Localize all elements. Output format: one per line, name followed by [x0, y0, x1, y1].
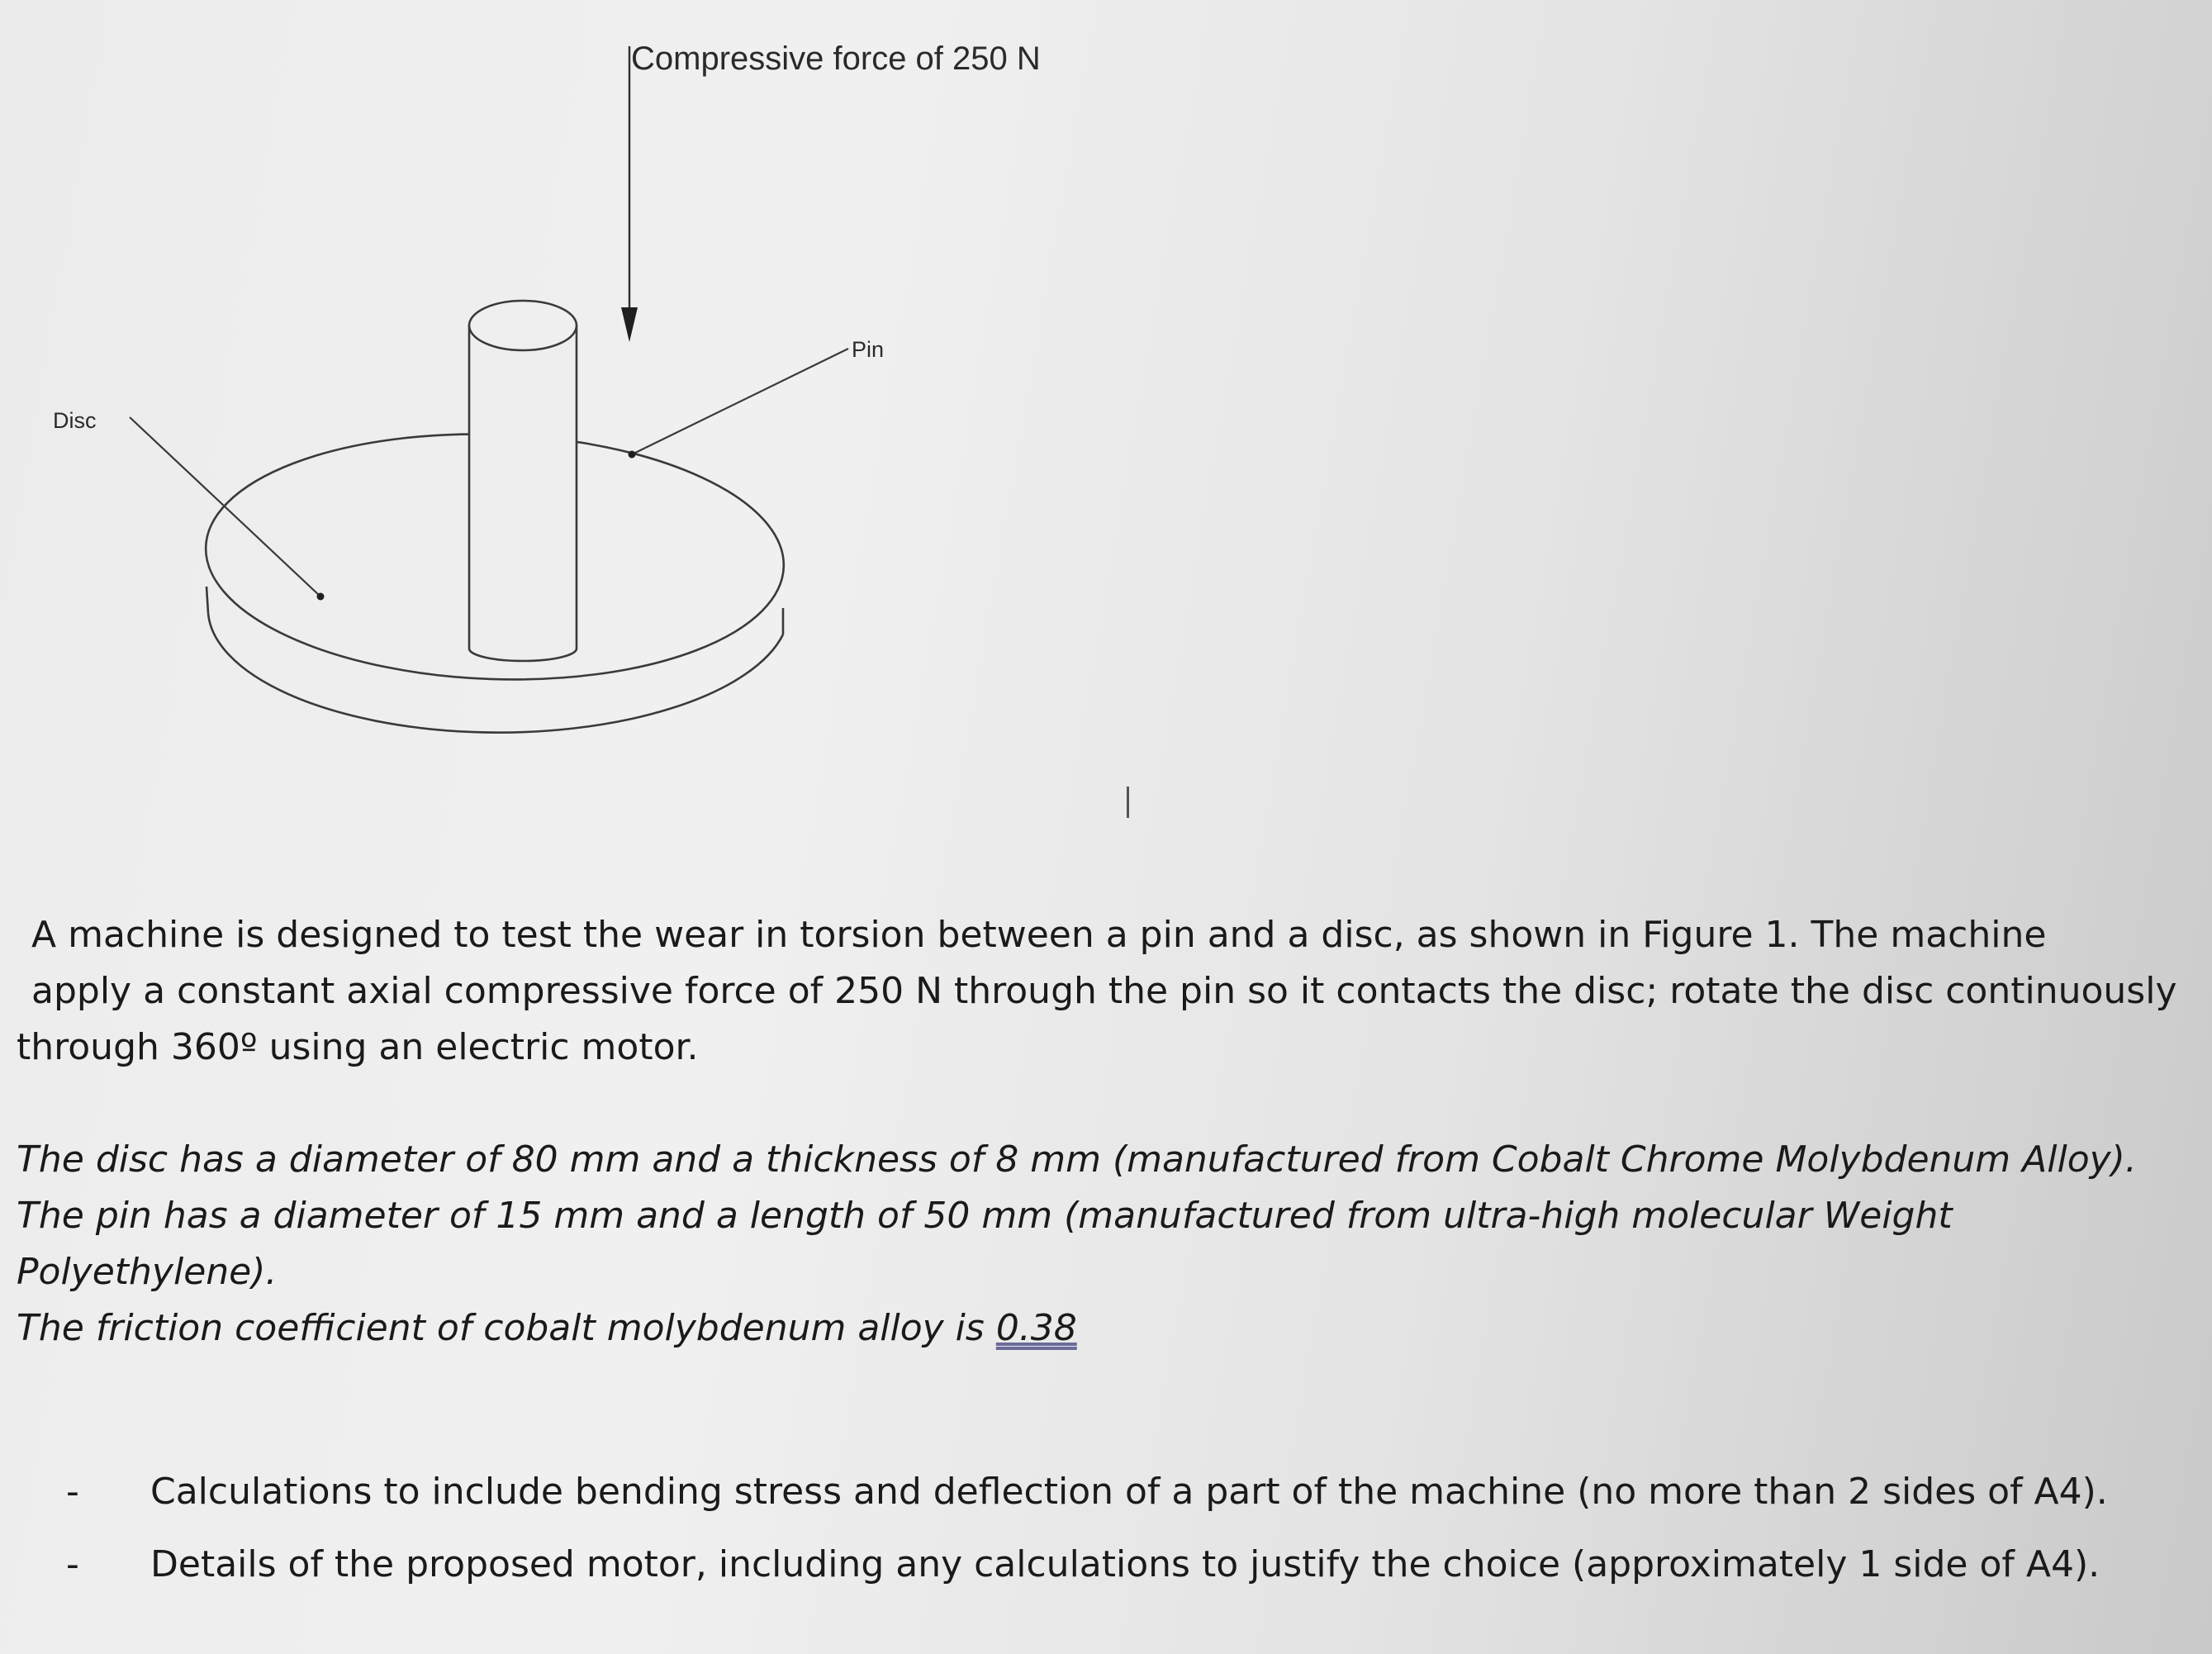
disc-spec-line: The disc has a diameter of 80 mm and a thickness of 8 mm (manufactured from Cobalt Chrome Molybdenum Alloy).: [17, 1138, 2137, 1181]
intro-line-2: apply a constant axial compressive force of 250 N through the pin so it contacts the disc; rotate the disc continuously: [31, 970, 2177, 1012]
requirements-list: [66, 1471, 2181, 1616]
specs-paragraph: [17, 1132, 2181, 1357]
text-cursor: [1127, 787, 1129, 818]
bullet-marker: -: [66, 1543, 79, 1585]
disc-label: Disc: [53, 408, 97, 433]
pin-spec-line-1: The pin has a diameter of 15 mm and a length of 50 mm (manufactured from ultra-high molecular Weight: [17, 1195, 1953, 1237]
pin-on-disc-figure: [0, 0, 1041, 826]
bullet-marker: -: [66, 1471, 79, 1513]
friction-prefix: The friction coefficient of cobalt molybdenum alloy is: [17, 1307, 996, 1349]
friction-line: [17, 1300, 2181, 1357]
pin-drawing: [469, 301, 577, 661]
requirement-text: Calculations to include bending stress and deflection of a part of the machine (no more than 2 sides of A4).: [150, 1471, 2108, 1513]
friction-value: 0.38: [995, 1307, 1077, 1349]
pin-label: Pin: [852, 337, 885, 362]
intro-line-3: through 360º using an electric motor.: [17, 1026, 699, 1068]
pin-spec-line-2: Polyethylene).: [17, 1251, 278, 1293]
pin-leader-dot: [629, 451, 636, 459]
force-arrow: [621, 46, 638, 342]
list-item: [66, 1471, 2181, 1543]
intro-paragraph: [17, 907, 2181, 1076]
intro-line-1: A machine is designed to test the wear in torsion between a pin and a disc, as shown in Figure 1. The machine: [31, 914, 2047, 956]
requirement-text: Details of the proposed motor, including any calculations to justify the choice (approximately 1 side of A4).: [150, 1543, 2100, 1585]
list-item: [66, 1543, 2181, 1616]
disc-leader-dot: [317, 593, 325, 601]
force-label: Compressive force of 250 N: [631, 40, 1041, 77]
